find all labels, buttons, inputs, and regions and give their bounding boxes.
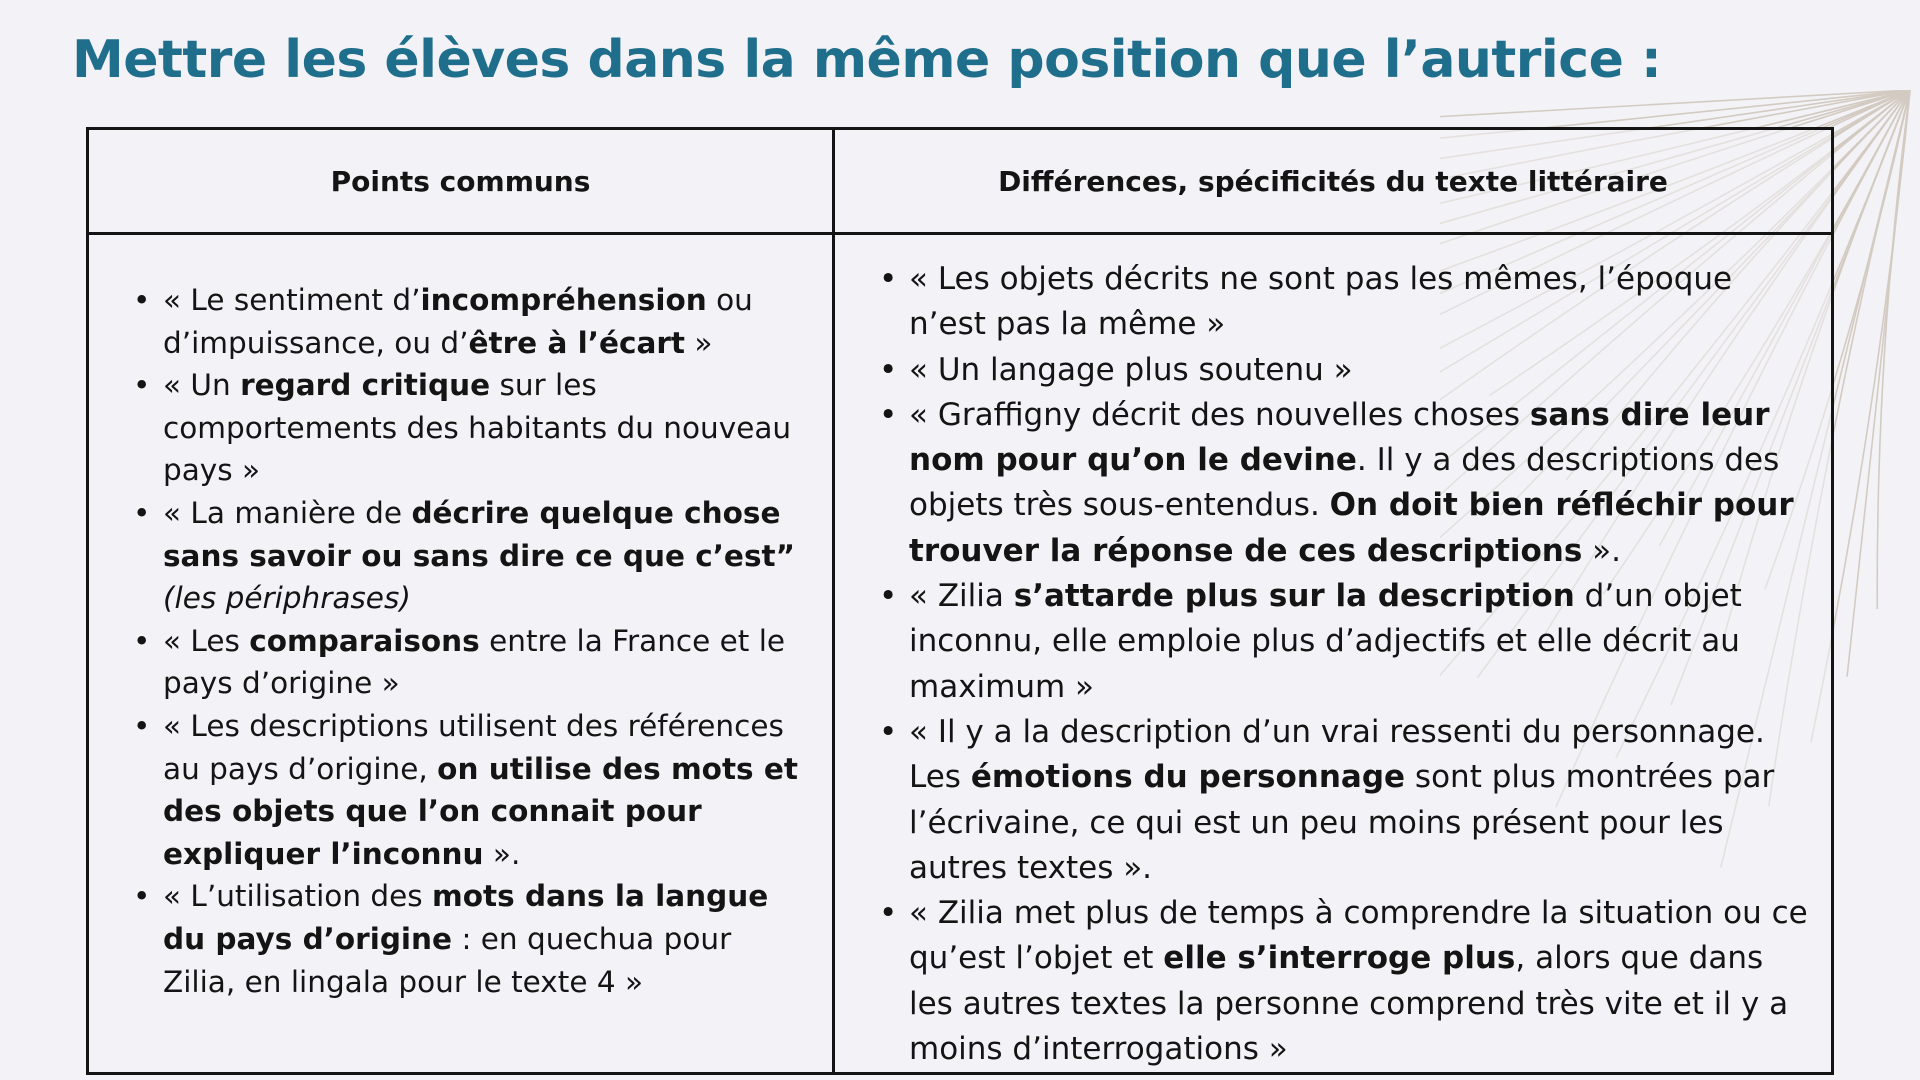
bold-text: être à l’écart (468, 325, 685, 360)
text-segment: « Zilia met plus de temps à comprendre la situation ou ce qu’est l’objet et (909, 895, 1808, 977)
bullet-icon: • (133, 283, 151, 317)
list-item (879, 257, 1811, 348)
bullet-icon: • (879, 351, 898, 388)
list-item (133, 705, 804, 875)
bullet-icon: • (879, 713, 898, 750)
text-segment: « L’utilisation des (163, 879, 433, 914)
bold-text: comparaisons (249, 623, 480, 658)
text-segment: sur les comportements des habitants du nouveau pays » (163, 368, 792, 488)
text-segment: ». (1582, 532, 1622, 569)
bold-text: on utilise des mots et des objets que l’on connait pour expliquer l’inconnu (163, 751, 798, 871)
fringe-strand (1877, 90, 1910, 609)
text-segment: « Le sentiment d’ (163, 283, 421, 317)
bullet-icon: • (133, 879, 151, 914)
text-segment: : en quechua pour Zilia, en lingala pour le texte 4 » (163, 921, 732, 999)
points-communs-list (133, 279, 804, 1003)
list-item (879, 574, 1811, 710)
bullet-icon: • (879, 578, 898, 615)
page-title: Mettre les élèves dans la même position que l’autrice : (72, 30, 1662, 90)
text-segment: entre la France et le pays d’origine » (163, 623, 786, 701)
differences-list (879, 257, 1811, 1072)
bold-text: sans dire leur nom pour qu’on le devine (909, 396, 1770, 479)
comparison-table (86, 127, 1834, 1075)
bullet-icon: • (879, 261, 898, 297)
bold-text: émotions du personnage (970, 759, 1406, 796)
text-segment: d’un objet inconnu, elle emploie plus d’adjectifs et elle décrit au maximum » (909, 578, 1742, 705)
list-item (133, 875, 804, 1003)
text-segment: (les périphrases) (163, 581, 411, 616)
list-item (879, 710, 1811, 891)
header-points-communs: Points communs (88, 129, 834, 234)
text-segment: . Il y a des descriptions des objets très sous-entendus. (909, 442, 1780, 524)
list-item (133, 279, 804, 364)
bold-text: elle s’interroge plus (1163, 940, 1516, 977)
bold-text: incompréhension (420, 283, 707, 317)
bold-text: décrire quelque chose sans savoir ou sans dire ce que c’est” (163, 495, 795, 573)
list-item (879, 891, 1811, 1072)
list-item (133, 620, 804, 705)
bullet-icon: • (133, 623, 151, 658)
list-item (133, 492, 804, 620)
fringe-strand (1847, 90, 1910, 677)
fringe-strand (1440, 90, 1910, 131)
bullet-icon: • (133, 495, 151, 530)
points-communs-cell (88, 234, 834, 1074)
bold-text: s’attarde plus sur la description (1013, 578, 1575, 615)
text-segment: , alors que dans les autres textes la personne comprend très vite et il y a moins d’interrogations » (909, 940, 1789, 1068)
bold-text: mots dans la langue du pays d’origine (163, 879, 769, 956)
text-segment: ou d’impuissance, ou d’ (163, 283, 753, 360)
list-item (879, 348, 1811, 393)
text-segment: » (685, 325, 713, 360)
text-segment: « Zilia (909, 578, 1014, 615)
bullet-icon: • (133, 368, 151, 403)
bold-text: On doit bien réfléchir pour trouver la réponse de ces descriptions (909, 487, 1794, 569)
text-segment: « Les objets décrits ne sont pas les mêmes, l’époque n’est pas la même » (909, 261, 1733, 343)
text-segment: « Graffigny décrit des nouvelles choses (909, 396, 1530, 433)
text-segment: « Un (163, 368, 241, 403)
text-segment: « Les descriptions utilisent des références au pays d’origine, (163, 708, 784, 786)
list-item (133, 364, 804, 492)
text-segment: ». (483, 836, 521, 871)
text-segment: « La manière de (163, 495, 412, 530)
text-segment: « Il y a la description d’un vrai ressenti du personnage. Les (909, 713, 1765, 796)
text-segment: sont plus montrées par l’écrivaine, ce qui est un peu moins présent pour les autres textes ». (909, 759, 1775, 886)
bullet-icon: • (879, 396, 898, 433)
text-segment: « Un langage plus soutenu » (909, 351, 1353, 388)
text-segment: « Les (163, 623, 250, 658)
list-item (879, 393, 1811, 574)
bullet-icon: • (879, 895, 898, 932)
header-differences: Différences, spécificités du texte littéraire (834, 129, 1833, 234)
bullet-icon: • (133, 708, 151, 743)
differences-cell (834, 234, 1833, 1074)
bold-text: regard critique (240, 368, 491, 403)
